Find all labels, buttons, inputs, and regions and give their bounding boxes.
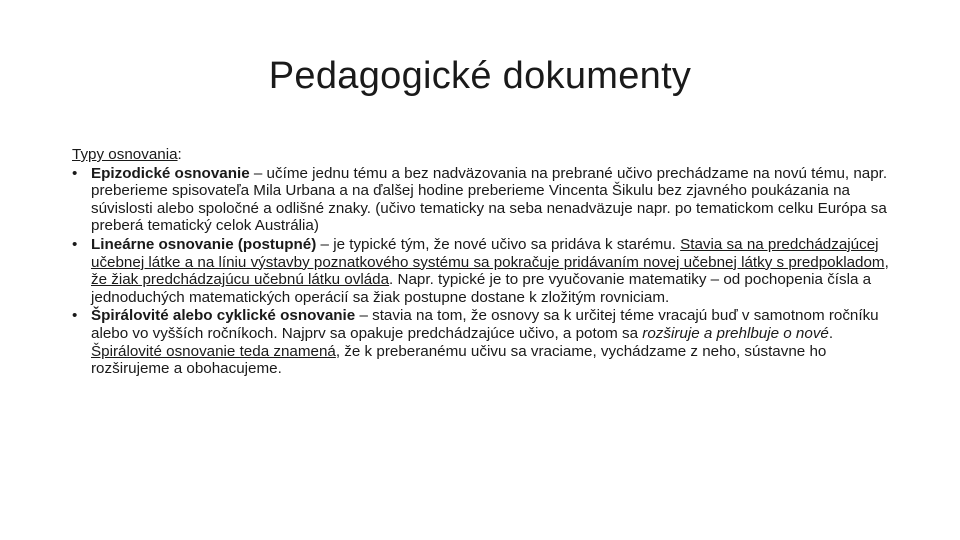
bullet-icon: •: [72, 307, 78, 325]
item-underlined-text: Stavia sa na predchádzajúcej učebnej látke a na líniu výstavby poznatkového systému sa pokračuje pridávaním novej učebnej látky s predpokladom, že žiak predchádzajúcu učebnú látku ovláda: [91, 235, 889, 289]
item-text: – učíme jednu tému a bez nadväzovania na prebrané učivo prechádzame na novú tému, napr. preberieme spisovateľa Mila Urbana a na ďalšej hodine preberieme Vincenta Šikulu bez zjavného poukázania na súvislosti alebo spoločné a odlišné znaky. (učivo tematicky na seba nenadväzuje napr. po tematickom celku Európa sa preberá tematický celok Austrália): [91, 164, 888, 235]
item-underlined-text: Špirálovité osnovanie teda znamená: [91, 342, 336, 360]
item-term: Epizodické osnovanie: [91, 164, 250, 182]
item-text-mid: .: [828, 324, 834, 342]
item-text-after: . Napr. typické je to pre vyučovanie matematiky – od pochopenia čísla a jednoduchých matematických operácií sa žiak postupne dostane k zložitým rovniciam.: [91, 271, 872, 306]
item-italic-text: rozširuje a prehlbuje o nové: [642, 324, 829, 342]
list-item-linearne: [72, 236, 892, 306]
item-text-after: , že k preberanému učivu sa vraciame, vychádzame z neho, sústavne ho rozširujeme a obohacujeme.: [91, 342, 827, 378]
item-text: – je typické tým, že nové učivo sa pridáva k starému.: [316, 235, 681, 253]
heading-colon: :: [177, 146, 182, 163]
bullet-icon: •: [72, 164, 78, 182]
bullet-list: [72, 165, 892, 378]
slide-title: Pedagogické dokumenty: [268, 55, 692, 97]
heading-label: Typy osnovania: [72, 146, 178, 163]
item-term: Lineárne osnovanie (postupné): [91, 235, 317, 253]
section-heading: [72, 146, 892, 164]
item-term: Špirálovité alebo cyklické osnovanie: [91, 307, 356, 325]
list-item-epizodicke: [72, 165, 892, 235]
bullet-icon: •: [72, 235, 78, 253]
slide-body: [72, 146, 892, 378]
list-item-spiralovite: [72, 307, 892, 377]
item-text: – stavia na tom, že osnovy sa k určitej téme vracajú buď v samotnom ročníku alebo vo vyšších ročníkoch. Najprv sa opakuje predchádzajúce učivo, a potom sa: [91, 307, 879, 342]
